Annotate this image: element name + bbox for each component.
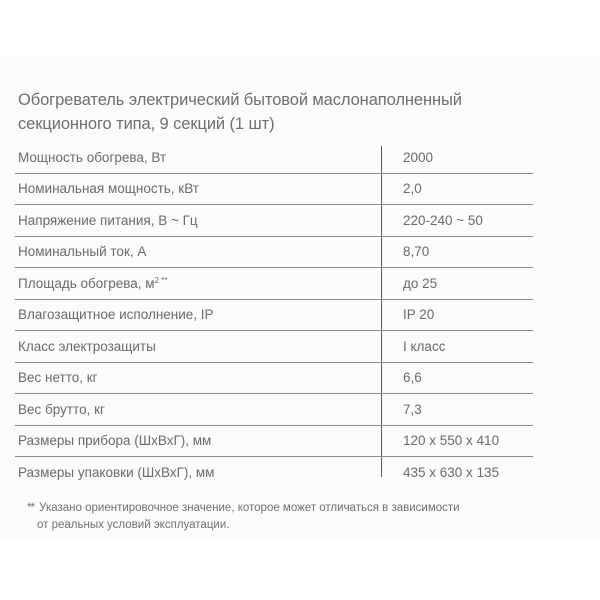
footnote-line-1: Указано ориентировочное значение, которое может отличаться в зависимости [39,502,460,514]
row-value: 120 x 550 x 410 [403,433,500,449]
row-value: 2,0 [403,181,422,197]
table-row-ip-rating [15,300,533,332]
row-label [15,276,384,291]
specifications-table [15,142,533,489]
row-label: Номинальная мощность, кВт [18,181,199,197]
table-row-nominal-power [15,174,533,206]
row-value: I класс [403,338,446,354]
table-row-package-dimensions [15,457,533,489]
row-label: Размеры прибора (ШхВхГ), мм [18,433,212,449]
row-label: Размеры упаковки (ШхВхГ), мм [18,465,215,481]
row-label-superscript: 2 ** [154,275,168,285]
table-row-gross-weight [15,394,533,426]
row-value: 6,6 [403,370,422,386]
row-value: 8,70 [403,244,430,260]
table-row-supply-voltage [15,205,533,237]
row-value: 435 x 630 x 135 [403,465,500,481]
row-label-text: Площадь обогрева, м [18,275,155,291]
footnote-line-2: от реальных условий эксплуатации. [37,519,230,531]
footnote [27,500,587,534]
row-label: Вес нетто, кг [18,370,98,386]
table-row-heating-power [15,142,533,174]
row-label: Номинальный ток, А [18,244,147,260]
row-label: Влагозащитное исполнение, IP [18,307,214,323]
row-value: 7,3 [403,401,422,417]
footnote-mark: ** [27,502,34,514]
title-line-2: секционного типа, 9 секций (1 шт) [18,115,275,133]
table-row-heating-area [15,268,533,300]
row-label: Напряжение питания, В ~ Гц [18,212,198,228]
row-value: до 25 [403,275,438,291]
table-row-net-weight [15,363,533,395]
row-label: Класс электрозащиты [18,338,156,354]
table-row-protection-class [15,331,533,363]
title-line-1: Обогреватель электрический бытовой маслонаполненный [18,91,462,109]
table-row-nominal-current [15,237,533,269]
document-title [18,88,578,136]
table-row-device-dimensions [15,426,533,458]
row-label: Мощность обогрева, Вт [18,149,167,165]
row-value: 2000 [403,149,434,165]
row-value: IP 20 [403,307,435,323]
row-label: Вес брутто, кг [18,401,105,417]
row-value: 220-240 ~ 50 [403,212,483,228]
